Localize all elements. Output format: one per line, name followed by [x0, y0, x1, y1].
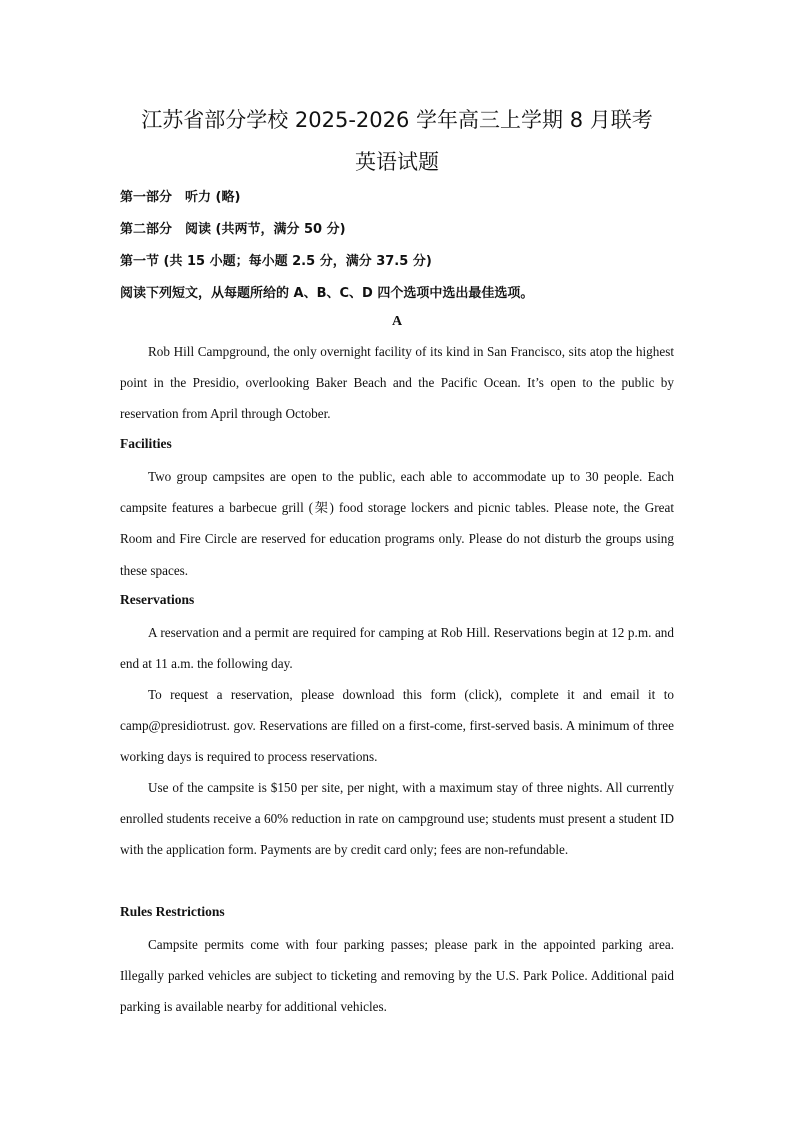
directions-text: 阅读下列短文，从每题所给的 A、B、C、D 四个选项中选出最佳选项。	[120, 286, 534, 301]
exam-subtitle: 英语试题	[355, 150, 439, 174]
section1-heading: 第一节 (共 15 小题；每小题 2.5 分，满分 37.5 分)	[120, 254, 432, 269]
rules-heading: Rules Restrictions	[120, 904, 225, 919]
reservations-paragraph-3: Use of the campsite is $150 per site, per night, with a maximum stay of three nights. All currently enrolled students receive a 60% reduction in rate on campground use; students must present a student ID with the application form. Payments are by credit card only; fees are non-refundable.	[120, 780, 674, 858]
reservations-paragraph-2: To request a reservation, please download this form (click), complete it and email it to camp@presidiotrust. gov. Reservations are filled on a first-come, first-served basis. A minimum of three working days is required to process reservations.	[120, 687, 674, 765]
rules-text: Campsite permits come with four parking passes; please park in the appointed parking area. Illegally parked vehicles are subject to ticketing and removing by the U.S. Park Police. Additional paid parking is available nearby for additional vehicles.	[120, 937, 674, 1015]
reservations-paragraph-1: A reservation and a permit are required for camping at Rob Hill. Reservations begin at 12 p.m. and end at 11 a.m. the following day.	[120, 625, 674, 672]
part2-heading: 第二部分 阅读 (共两节，满分 50 分)	[120, 222, 346, 237]
facilities-heading: Facilities	[120, 436, 172, 451]
facilities-text: Two group campsites are open to the public, each able to accommodate up to 30 people. Each campsite features a barbecue grill (架) food storage lockers and picnic tables. Please note, the Great Room and Fire Circle are reserved for education programs only. Please do not disturb the groups using these spaces.	[120, 469, 674, 578]
passage-intro: Rob Hill Campground, the only overnight facility of its kind in San Francisco, sits atop the highest point in the Presidio, overlooking Baker Beach and the Pacific Ocean. It’s open to the public by reservation from April through October.	[120, 344, 674, 422]
passage-letter: A	[391, 314, 403, 329]
exam-title: 江苏省部分学校 2025-2026 学年高三上学期 8 月联考	[141, 108, 653, 132]
part1-heading: 第一部分 听力 (略)	[120, 190, 241, 205]
reservations-heading: Reservations	[120, 592, 195, 607]
